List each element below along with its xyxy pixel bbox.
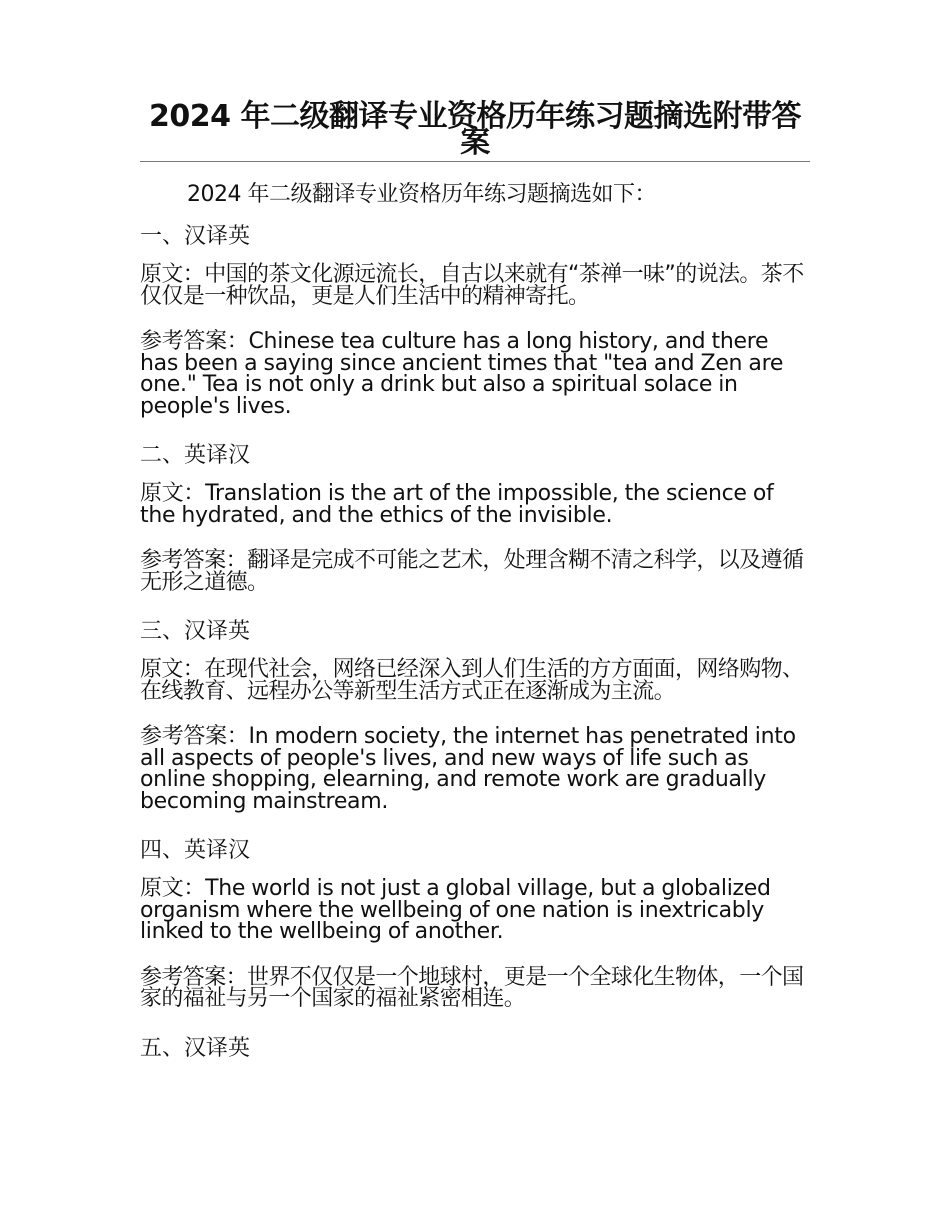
section-heading: 二、英译汉 [140, 443, 251, 468]
reference-answer: 参考答案：Chinese tea culture has a long history, and there has been a saying since ancient times that "tea and Zen are one." Tea is not only a drink but also a spiritual solace in people's lives. [140, 329, 784, 419]
reference-answer: 参考答案：翻译是完成不可能之艺术，处理含糊不清之科学，以及遵循无形之道德。 [140, 548, 804, 595]
document-body [140, 178, 812, 1076]
intro-paragraph: 2024 年二级翻译专业资格历年练习题摘选如下： [187, 182, 656, 207]
section-heading: 五、汉译英 [140, 1035, 251, 1061]
reference-answer: 参考答案：世界不仅仅是一个地球村，更是一个全球化生物体，一个国家的福祉与另一个国家的福祉紧密相连。 [140, 964, 804, 1011]
section-heading: 一、汉译英 [140, 224, 251, 249]
source-text: 原文：在现代社会，网络已经深入到人们生活的方方面面，网络购物、在线教育、远程办公等新型生活方式正在逐渐成为主流。 [140, 657, 804, 704]
document-title: 2024 年二级翻译专业资格历年练习题摘选附带答案 [149, 99, 801, 160]
source-text: 原文：中国的茶文化源远流长，自古以来就有“茶禅一味”的说法。茶不仅仅是一种饮品，更是人们生活中的精神寄托。 [140, 262, 804, 309]
source-text: 原文：The world is not just a global village, but a globalized organism where the wellbeing of one nation is inextricably linked to the wellbeing of another. [140, 876, 771, 944]
title-underline [140, 161, 810, 162]
section-heading: 三、汉译英 [140, 619, 251, 644]
reference-answer: 参考答案：In modern society, the internet has penetrated into all aspects of people's lives, and new ways of life such as online shopping, elearning, and remote work are gradually becoming mainstream. [140, 724, 796, 814]
source-text: 原文：Translation is the art of the impossible, the science of the hydrated, and the ethics of the invisible. [140, 481, 774, 528]
section-heading: 四、英译汉 [140, 838, 251, 863]
